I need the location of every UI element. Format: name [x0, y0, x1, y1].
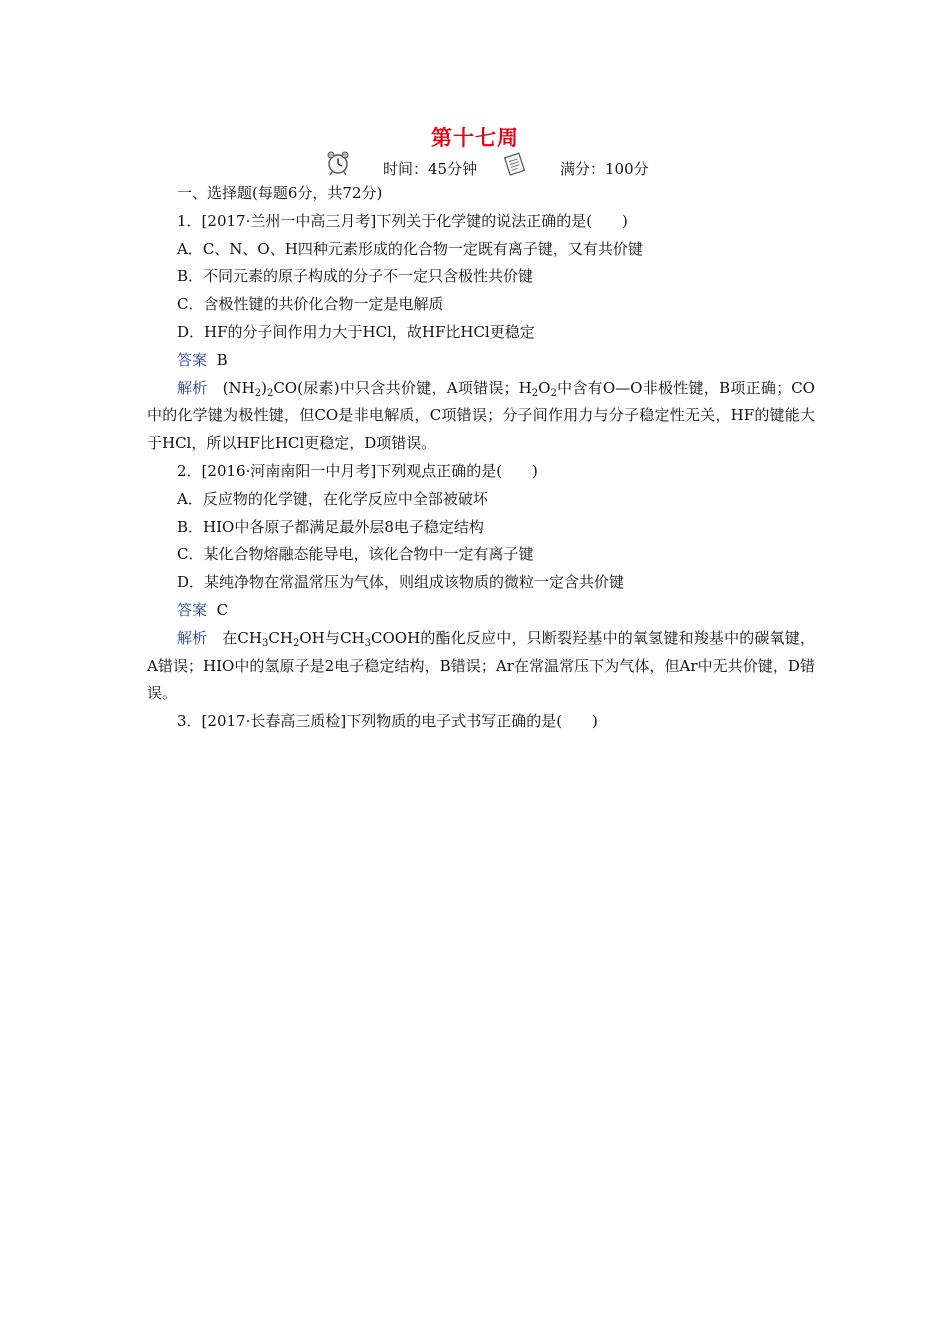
question-1-stem: 1．[2017·兰州一中高三月考]下列关于化学键的说法正确的是( ): [177, 211, 628, 230]
question-2-stem: 2．[2016·河南南阳一中月考]下列观点正确的是( ): [177, 461, 538, 480]
analysis-label: 解析: [177, 378, 208, 397]
answer-label: 答案: [177, 600, 208, 619]
question-1-option-d: D．HF的分子间作用力大于HCl，故HF比HCl更稳定: [177, 322, 535, 341]
score-label: 满分：100分: [560, 160, 649, 178]
alarm-clock-icon: [325, 150, 351, 180]
answer-value: B: [216, 350, 228, 369]
question-1-option-c: C．含极性键的共价化合物一定是电解质: [177, 295, 444, 314]
page-title: 第十七周: [431, 126, 519, 150]
question-2-option-d: D．某纯净物在常温常压为气体，则组成该物质的微粒一定含共价键: [177, 573, 625, 592]
answer-value: C: [216, 600, 229, 619]
question-2-option-b: B．HIO中各原子都满足最外层8电子稳定结构: [177, 517, 484, 536]
question-2-answer: [147, 597, 815, 625]
analysis-label: 解析: [177, 628, 208, 647]
section-heading: 一、选择题(每题6分，共72分): [177, 184, 383, 202]
question-2-option-a: A．反应物的化学键，在化学反应中全部被破坏: [177, 489, 488, 508]
question-1-option-a: A．C、N、O、H四种元素形成的化合物一定既有离子键，又有共价键: [177, 239, 643, 258]
question-3-stem: 3．[2017·长春高三质检]下列物质的电子式书写正确的是( ): [177, 712, 598, 731]
question-2-analysis: 解析 在$CH_3CH_2OH$与$CH_3COOH$的酯化反应中，只断裂羟基中的氧氢键和羧基中的碳氧键，A错误；HIO中的氢原子是2电子稳定结构，B错误；Ar在常温常压下为气体，但Ar中无共价键，D错误。: [147, 628, 815, 703]
question-content: [147, 180, 815, 736]
time-label: 时间：45分钟: [383, 160, 478, 178]
question-1-option-b: B．不同元素的原子构成的分子不一定只含极性共价键: [177, 267, 534, 286]
exam-meta: [0, 150, 950, 184]
answer-label: 答案: [177, 350, 208, 369]
question-1-analysis: 解析 $(NH_2)_2CO$(尿素)中只含共价键，A项错误；$H_2O_2$中含有O—O非极性键，B项正确；CO中的化学键为极性键，但CO是非电解质，C项错误；分子间作用力与分子稳定性无关，HF的键能大于HCl，所以HF比HCl更稳定，D项错误。: [147, 378, 815, 453]
question-2-option-c: C．某化合物熔融态能导电，该化合物中一定有离子键: [177, 545, 534, 564]
question-1-answer: [147, 347, 815, 375]
exam-paper-icon: [502, 152, 528, 180]
